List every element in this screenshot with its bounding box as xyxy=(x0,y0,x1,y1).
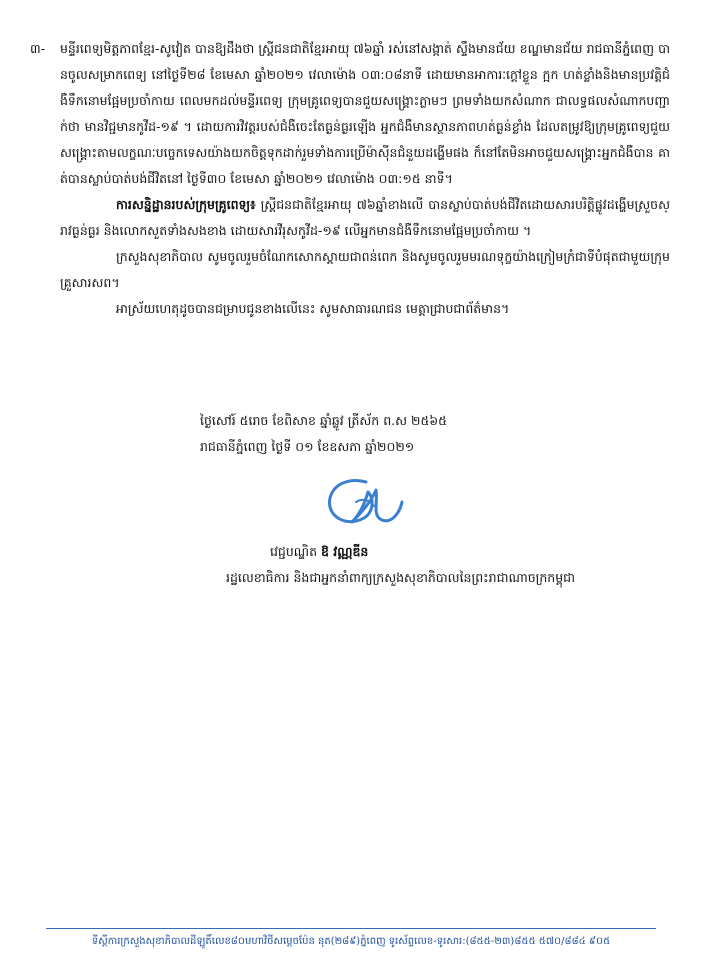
item-number: ៣- xyxy=(30,41,46,56)
signer-title: រដ្ឋលេខាធិការ និងជាអ្នកនាំពាក្យក្រសួងសុខាភិបាលនៃព្រះរាជាណាចក្រកម្ពុជា xyxy=(226,570,576,585)
footer-divider xyxy=(46,928,656,929)
conclusion-text: ស្ត្រីជនជាតិខ្មែរអាយុ ៧៦ឆ្នាំខាងលើ បានស្លាប់បាត់បង់ជីវិតដោយសារបរិត្តិផ្លូវដង្ហើមស្រួចស្រាវធ្ងន់ធ្ងរ និងលោកសួតទាំងសងខាង ដោយសារវីរុសកូវីដ-១៩ លើអ្នកមានជំងឺទឹកនោមផ្អែមប្រចាំកាយ ។ xyxy=(60,197,670,238)
signer-prefix: វេជ្ជបណ្ឌិត xyxy=(270,544,321,559)
lunar-date: ថ្ងៃសៅរ៍ ៥រោច ខែពិសាខ ឆ្នាំឆ្លូវ ត្រីស័ក ព.ស ២៥៦៥ xyxy=(200,413,447,428)
item-body xyxy=(60,36,670,322)
conclusion-paragraph xyxy=(60,192,670,244)
solar-date: រាជធានីភ្នំពេញ ថ្ងៃទី ០១ ខែឧសភា ឆ្នាំ២០២១ xyxy=(200,439,415,454)
numbered-paragraph xyxy=(30,36,670,322)
document-body xyxy=(30,36,670,322)
signer-line xyxy=(270,540,368,564)
condolence-paragraph: ក្រសួងសុខាភិបាល សូមចូលរួមចំណែកសោកស្តាយជាពន់ពេក និងសូមចូលរួមមរណទុក្ខយ៉ាងក្រៀមក្រំជាទីបំផុតជាមួយក្រុមគ្រួសារសព។ xyxy=(60,249,670,290)
closing-paragraph: អាស្រ័យហេតុដូចបានជម្រាបជូនខាងលើនេះ សូមសាធារណជន មេត្តាជ្រាបជាព័ត៌មាន។ xyxy=(116,301,510,316)
handwritten-signature xyxy=(312,472,408,534)
footer-address: ទីស្តីការក្រសួងសុខាភិបាលដីឡូតិ៍លេខ៨០មហាវិថីសម្ដេចប៉ែន នុត(២៨៩)ភ្នំពេញ ទូរស័ព្ទលេខ-ទូរសារ:(៨៥៥-២៣)៨៥៥ ៥៧០/៨៨៤ ៩០៥ xyxy=(91,936,611,947)
date-block xyxy=(200,408,530,460)
case-description: មន្ទីរពេទ្យមិត្តភាពខ្មែរ-សូវៀត បានឱ្យដឹងថា ស្ត្រីជនជាតិខ្មែរអាយុ ៧៦ឆ្នាំ រស់នៅសង្កាត់ ស្ទឹងមានជ័យ ខណ្ឌមានជ័យ រាជធានីភ្នំពេញ បានចូលសម្រាកពេទ្យ នៅថ្ងៃទី២៨ ខែមេសា ឆ្នាំ២០២១ វេលាម៉ោង ០៣:០៨នាទី ដោយមានអាការៈក្តៅខ្លួន ក្អក ហត់ខ្លាំងនិងមានប្រវត្តិជំងឺទឹកនោមផ្អែមប្រចាំកាយ ពេលមកដល់មន្ទីរពេទ្យ ក្រុមគ្រូពេទ្យបានជួយសង្គ្រោះភ្លាមៗ ព្រមទាំងយកសំណាក ជាលទ្ធផលសំណាកបញ្ជាក់ថា មានវិជ្ជមានកូវីដ-១៩ ។ ដោយការវិវត្តរបស់ជំងឺចេះតែធ្ងន់ធ្ងរឡើង អ្នកជំងឺមានស្ថានភាពហត់ធ្ងន់ខ្លាំង ដែលតម្រូវឱ្យក្រុមគ្រូពេទ្យជួយសង្គ្រោះតាមលក្ខណៈបច្ចេកទេសយ៉ាងយកចិត្តទុកដាក់រួមទាំងការប្រើម៉ាស៊ីនជំនួយដង្ហើមផង ក៏នៅតែមិនអាចជួយសង្គ្រោះអ្នកជំងឺបាន គាត់បានស្លាប់បាត់បង់ជីវិតនៅ ថ្ងៃទី៣០ ខែមេសា ឆ្នាំ២០២១ វេលាម៉ោង ០៣:១៥ នាទី។ xyxy=(60,41,670,186)
conclusion-label: ការសន្និដ្ឋានរបស់ក្រុមគ្រូពេទ្យ៖ xyxy=(116,197,256,212)
signer-name: ឱ វណ្ណឌីន xyxy=(320,544,369,559)
